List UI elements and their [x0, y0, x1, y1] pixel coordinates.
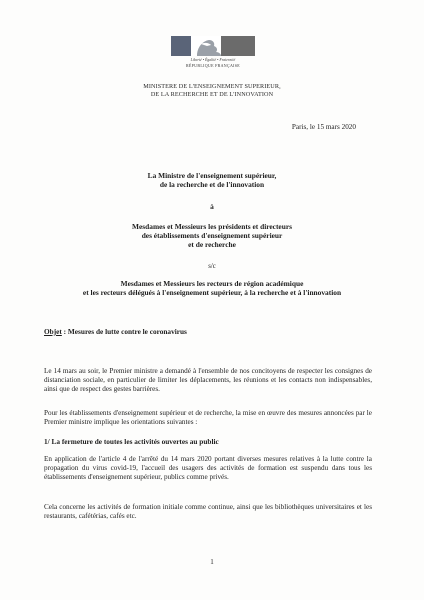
recipients-block [40, 222, 384, 249]
sc-marker: s/c [208, 263, 216, 270]
paragraph-4: Cela concerne les activités de formation initiale comme continue, ainsi que les bibliothèques universitaires et les restaurants, cafétérias, cafés etc. [44, 503, 372, 521]
subject-label: Objet [44, 327, 62, 336]
to-marker: à [210, 202, 214, 211]
ministry-name [96, 83, 328, 99]
ministry-line-2: DE LA RECHERCHE ET DE L'INNOVATION [150, 91, 274, 98]
marianne-logo [171, 36, 255, 58]
republic-motto: Liberté • Égalité • Fraternité [190, 58, 236, 62]
recipients-line-3: et de recherche [188, 240, 236, 249]
sender-line-1: La Ministre de l'enseignement supérieur, [147, 171, 277, 180]
rectors-line-2: et les recteurs délégués à l'enseignement supérieur, à la recherche et à l'innovation [82, 288, 342, 297]
sender-line-2: de la recherche et de l'innovation [159, 180, 265, 189]
letter-date: Paris, le 15 mars 2020 [291, 123, 356, 131]
page-number: 1 [210, 558, 214, 566]
sender-block [40, 171, 384, 189]
subject-text: : Mesures de lutte contre le coronavirus [61, 327, 187, 336]
paragraph-2: Pour les établissements d'enseignement supérieur et de recherche, la mise en œuvre des mesures annoncées par le Premier ministre implique les orientations suivantes : [44, 409, 372, 427]
republic-name: RÉPUBLIQUE FRANÇAISE [185, 63, 241, 68]
recipients-line-1: Mesdames et Messieurs les présidents et directeurs [132, 222, 292, 231]
rectors-block [40, 279, 384, 297]
subject-line [44, 327, 187, 336]
ministry-line-1: MINISTERE DE L'ENSEIGNEMENT SUPERIEUR, [143, 83, 281, 90]
recipients-line-2: des établissements d'enseignement supérieur [141, 231, 283, 240]
paragraph-1: Le 14 mars au soir, le Premier ministre a demandé à l'ensemble de nos concitoyens de respecter les consignes de distanciation sociale, en particulier de limiter les déplacements, les réunions et les contacts non indispensables, ainsi que de respect des gestes barrières. [44, 367, 372, 394]
section-heading-1: 1/ La fermeture de toutes les activités ouvertes au public [44, 437, 219, 446]
paragraph-3: En application de l'article 4 de l'arrêté du 14 mars 2020 portant diverses mesures relatives à la lutte contre la propagation du virus covid-19, l'accueil des usagers des activités de formation est suspendu dans tous les établissements d'enseignement supérieur, publics comme privés. [44, 455, 372, 482]
rectors-line-1: Mesdames et Messieurs les recteurs de région académique [120, 279, 304, 288]
